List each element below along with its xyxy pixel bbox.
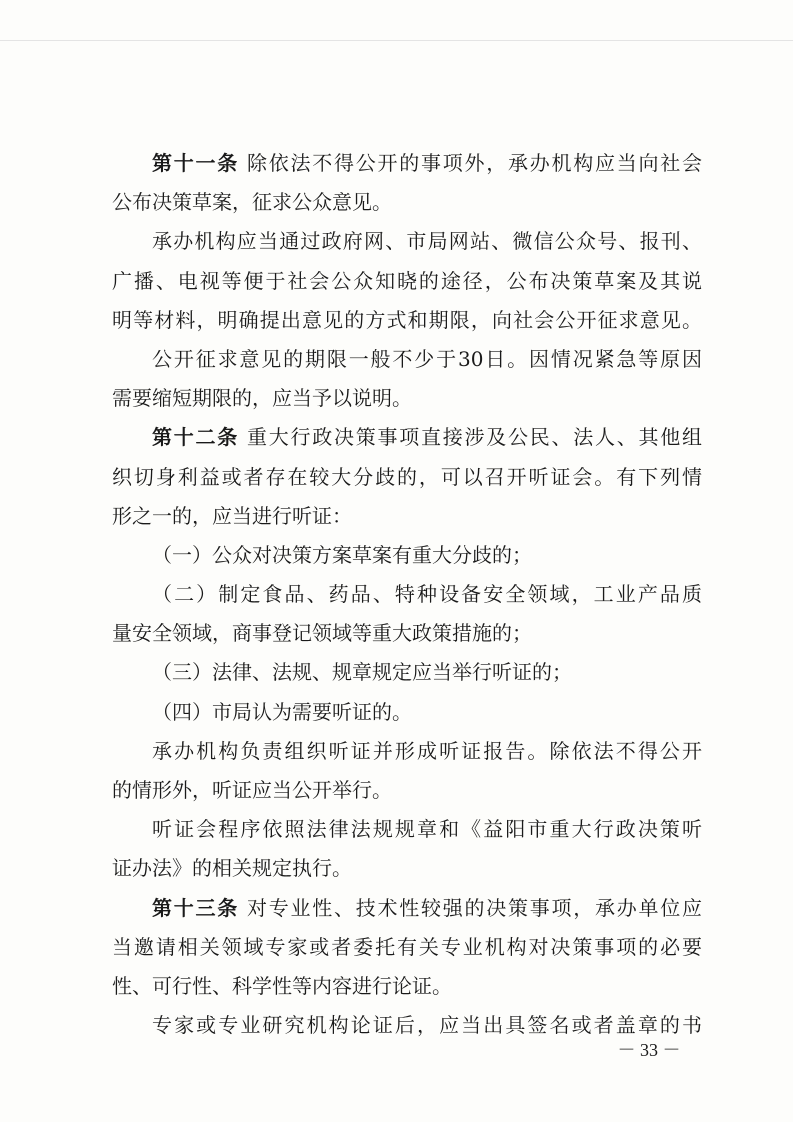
body-text-line xyxy=(112,732,702,771)
body-text-line xyxy=(112,849,702,888)
line-text: 证办法》的相关规定执行。 xyxy=(112,856,352,881)
line-text: 重大行政决策事项直接涉及公民、法人、其他组 xyxy=(247,425,702,450)
line-text: 广播、电视等便于社会公众知晓的途径，公布决策草案及其说 xyxy=(112,268,702,293)
body-text-line xyxy=(112,458,702,497)
body-text-line xyxy=(112,967,702,1006)
line-text: 性、可行性、科学性等内容进行论证。 xyxy=(112,973,452,998)
body-text-line xyxy=(112,614,702,653)
page-top-border xyxy=(0,40,793,41)
body-text-line xyxy=(112,340,702,379)
line-text: 公布决策草案，征求公众意见。 xyxy=(112,190,392,215)
line-text: 听证会程序依照法律法规规章和《益阳市重大行政决策听 xyxy=(152,817,702,842)
line-text: （四）市局认为需要听证的。 xyxy=(152,699,412,724)
line-text: 专家或专业研究机构论证后，应当出具签名或者盖章的书 xyxy=(152,1013,702,1038)
article-line xyxy=(112,418,702,457)
line-text: 公开征求意见的期限一般不少于30日。因情况紧急等原因 xyxy=(152,346,702,371)
body-text-line xyxy=(112,301,702,340)
line-text: 对专业性、技术性较强的决策事项，承办单位应 xyxy=(247,895,702,920)
body-text-line xyxy=(112,379,702,418)
body-text-line xyxy=(112,575,702,614)
line-text: （一）公众对决策方案草案有重大分歧的； xyxy=(152,542,532,567)
line-text: 织切身利益或者存在较大分歧的，可以召开听证会。有下列情 xyxy=(112,464,702,489)
line-text: 明等材料，明确提出意见的方式和期限，向社会公开征求意见。 xyxy=(112,307,702,332)
page-number: － 33 － xyxy=(617,1040,681,1060)
body-text-line xyxy=(112,262,702,301)
line-text: 形之一的，应当进行听证： xyxy=(112,503,352,528)
body-text-line xyxy=(112,497,702,536)
line-text: （二）制定食品、药品、特种设备安全领域，工业产品质 xyxy=(152,582,702,607)
line-text: 的情形外，听证应当公开举行。 xyxy=(112,778,392,802)
article-line xyxy=(112,889,702,928)
article-line xyxy=(112,144,702,183)
line-text: 除依法不得公开的事项外，承办机构应当向社会 xyxy=(247,151,702,175)
article-heading: 第十一条 xyxy=(152,151,239,175)
line-text: 承办机构应当通过政府网、市局网站、微信公众号、报刊、 xyxy=(152,229,702,254)
document-body xyxy=(112,144,702,1045)
line-text: 承办机构负责组织听证并形成听证报告。除依法不得公开 xyxy=(152,738,702,763)
line-text: （三）法律、法规、规章规定应当举行听证的； xyxy=(152,660,572,685)
body-text-line xyxy=(112,693,702,732)
line-text: 需要缩短期限的，应当予以说明。 xyxy=(112,386,412,411)
line-text: 当邀请相关领域专家或者委托有关专业机构对决策事项的必要 xyxy=(112,934,702,959)
body-text-line xyxy=(112,222,702,261)
article-heading: 第十三条 xyxy=(152,895,239,920)
body-text-line xyxy=(112,771,702,810)
body-text-line xyxy=(112,183,702,222)
body-text-line xyxy=(112,536,702,575)
body-text-line xyxy=(112,653,702,692)
article-heading: 第十二条 xyxy=(152,425,239,450)
body-text-line xyxy=(112,928,702,967)
body-text-line xyxy=(112,810,702,849)
line-text: 量安全领域，商事登记领域等重大政策措施的； xyxy=(112,621,532,646)
